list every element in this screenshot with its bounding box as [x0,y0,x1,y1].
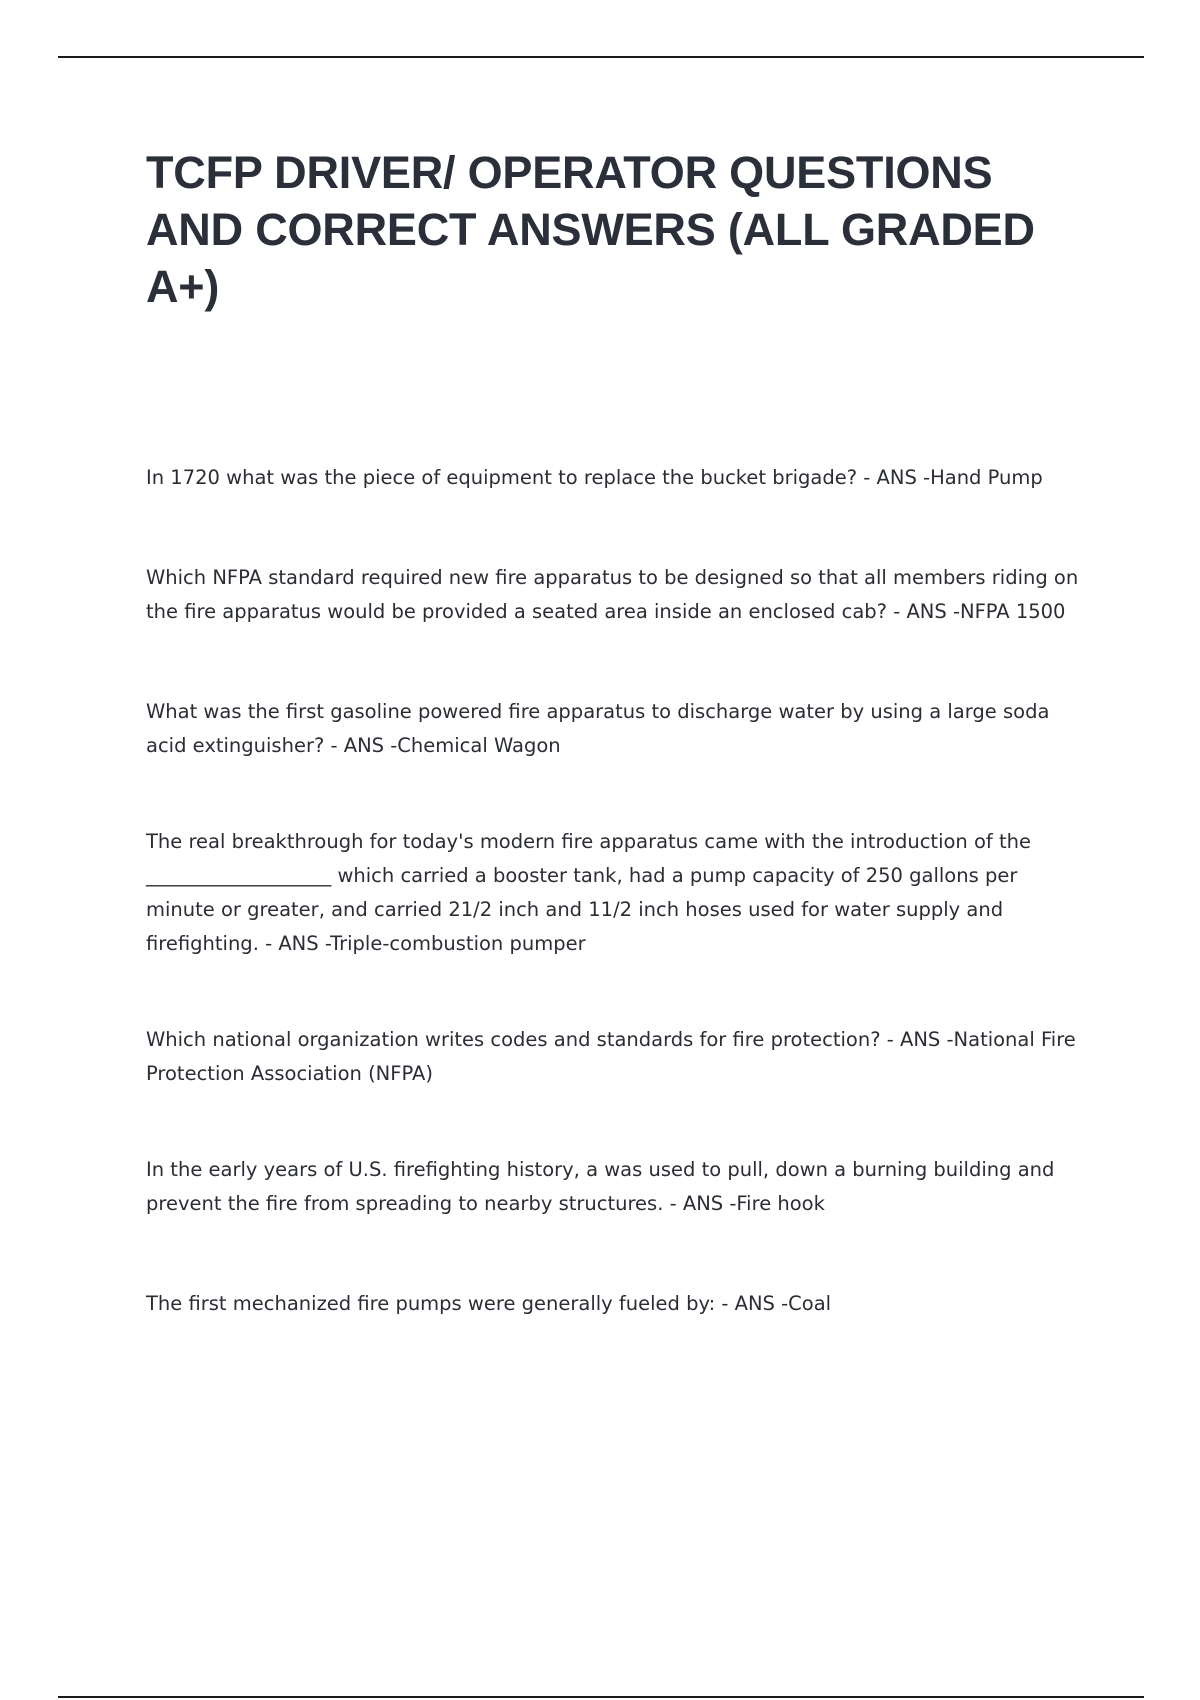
qa-item: The real breakthrough for today's modern fire apparatus came with the introduction of the ___________________ which carried a booster tank, had a pump capacity of 250 gallons per minute or greater, and carried 21/2 inch and 11/2 inch hoses used for water supply and firefighting. - ANS -Triple-combustion pumper [146,830,1031,955]
top-rule [58,56,1144,58]
qa-item: In the early years of U.S. firefighting history, a was used to pull, down a burning building and prevent the fire from spreading to nearby structures. - ANS -Fire hook [146,1158,1055,1215]
document-title: TCFP DRIVER/ OPERATOR QUESTIONS AND CORRECT ANSWERS (ALL GRADED A+) [146,147,1035,312]
qa-item: Which national organization writes codes and standards for fire protection? - ANS -National Fire Protection Association (NFPA) [146,1028,1076,1085]
bottom-rule [58,1696,1144,1698]
qa-item: The first mechanized fire pumps were generally fueled by: - ANS -Coal [146,1292,832,1315]
qa-item: What was the first gasoline powered fire apparatus to discharge water by using a large soda acid extinguisher? - ANS -Chemical Wagon [146,700,1050,757]
qa-item: In 1720 what was the piece of equipment to replace the bucket brigade? - ANS -Hand Pump [146,466,1043,489]
qa-item: Which NFPA standard required new fire apparatus to be designed so that all members riding on the fire apparatus would be provided a seated area inside an enclosed cab? - ANS -NFPA 1500 [146,566,1079,623]
qa-list [146,461,1080,1321]
